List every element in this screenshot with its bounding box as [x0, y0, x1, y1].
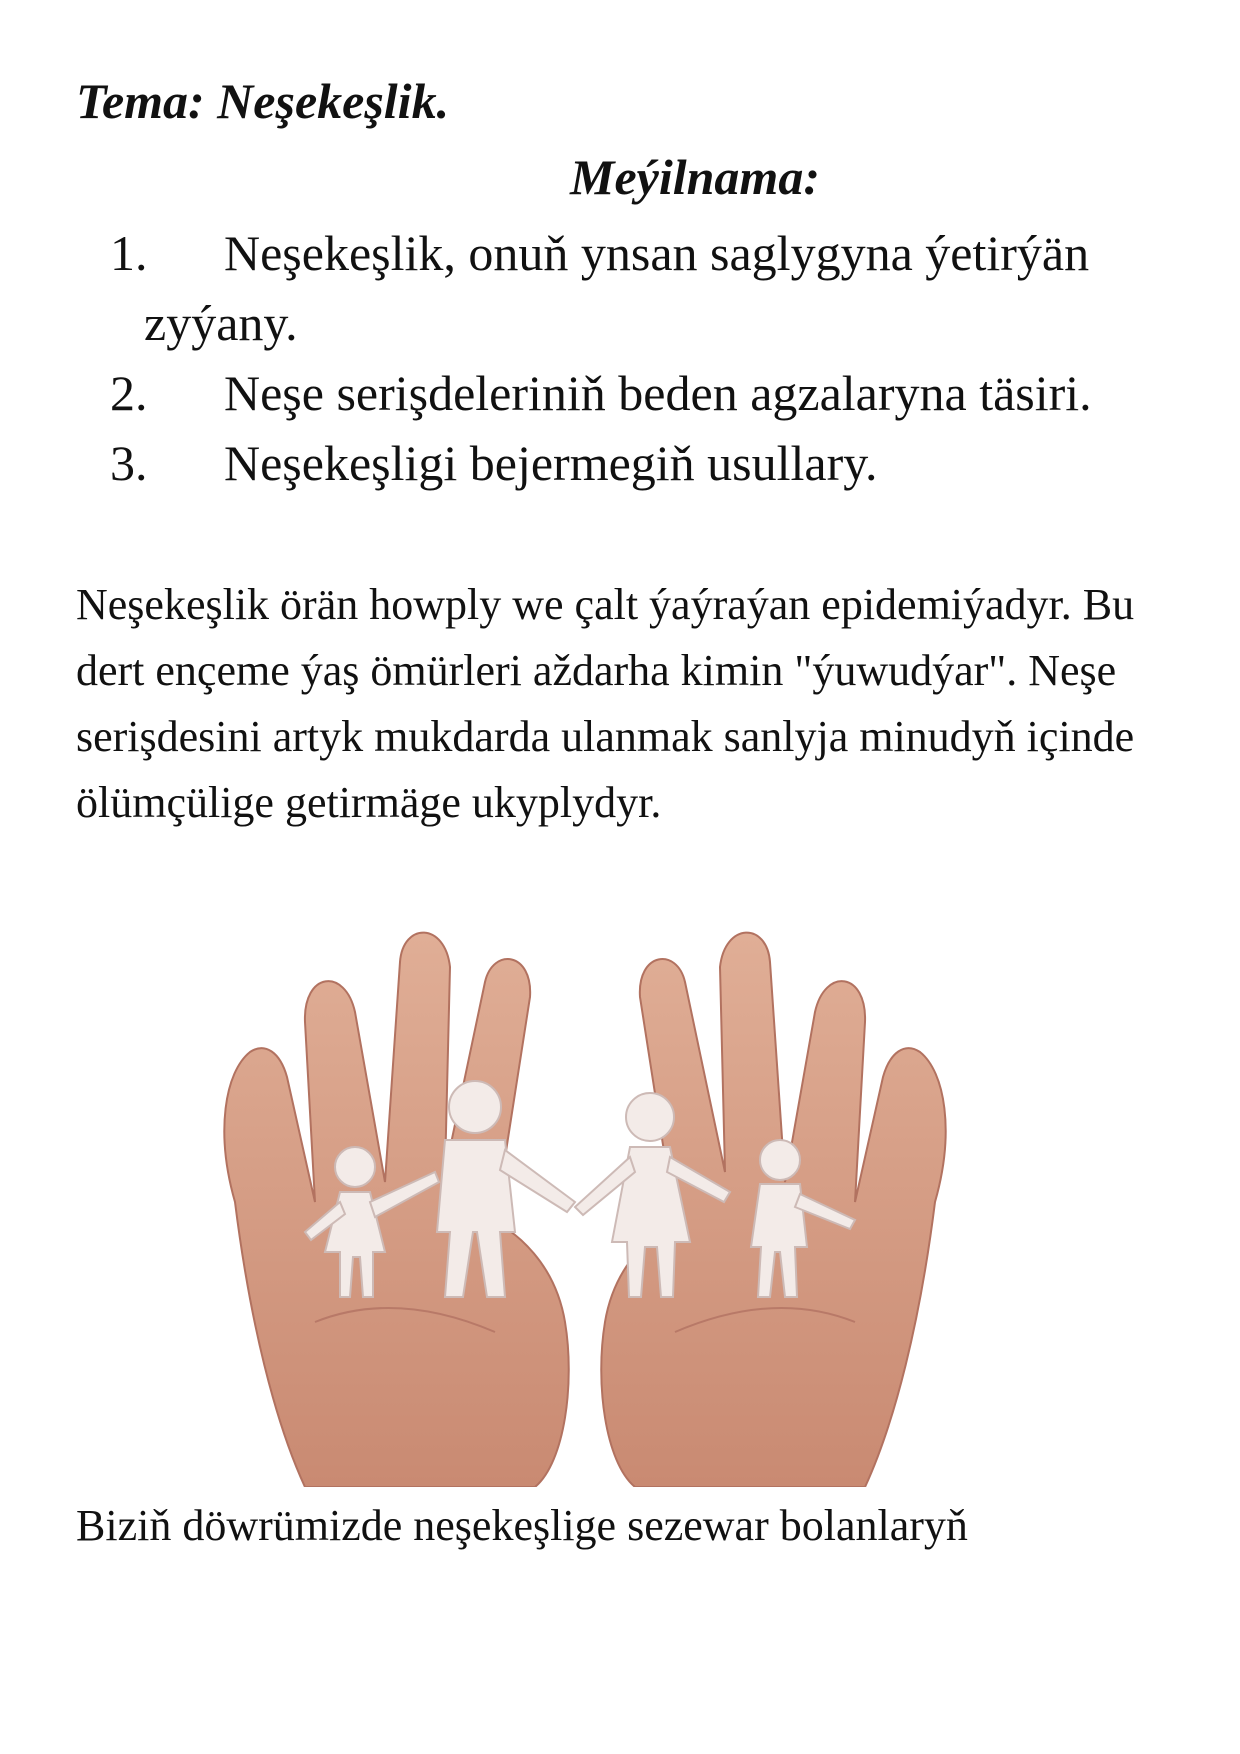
- intro-paragraph: Neşekeşlik örän howply we çalt ýaýraýan epidemiýadyr. Bu dert ençeme ýaş ömürleri aždarha kimin "ýuwudýar". Neşe serişdesini artyk mukdarda ulanmak sanlyja minudyň içinde ölümçülige getirmäge ukyplydyr.: [76, 580, 1135, 827]
- plan-item-text: Neşe serişdeleriniň beden agzalaryna täsiri.: [224, 365, 1092, 421]
- plan-item-1: [110, 218, 1190, 358]
- plan-item-number: 3.: [110, 435, 148, 491]
- plan-list: [110, 218, 1190, 498]
- plan-item-text: Neşekeşligi bejermegiň usullary.: [224, 435, 878, 491]
- page-title: Tema: Neşekeşlik.: [76, 73, 450, 129]
- plan-item-2: [110, 358, 1190, 428]
- bottom-text: Biziň döwrümizde neşekeşlige sezewar bolanlaryň: [76, 1501, 968, 1550]
- plan-item-continuation: zyýany.: [144, 295, 298, 351]
- hands-holding-family-icon: [195, 902, 975, 1487]
- plan-item-3: [110, 428, 1190, 498]
- plan-item-number: 2.: [110, 365, 148, 421]
- plan-item-number: 1.: [110, 225, 148, 281]
- plan-item-text: Neşekeşlik, onuň ynsan saglygyna ýetirýän: [224, 225, 1090, 281]
- hands-family-illustration: [195, 902, 975, 1487]
- left-hand: [224, 933, 568, 1487]
- plan-heading: Meýilnama:: [570, 149, 820, 205]
